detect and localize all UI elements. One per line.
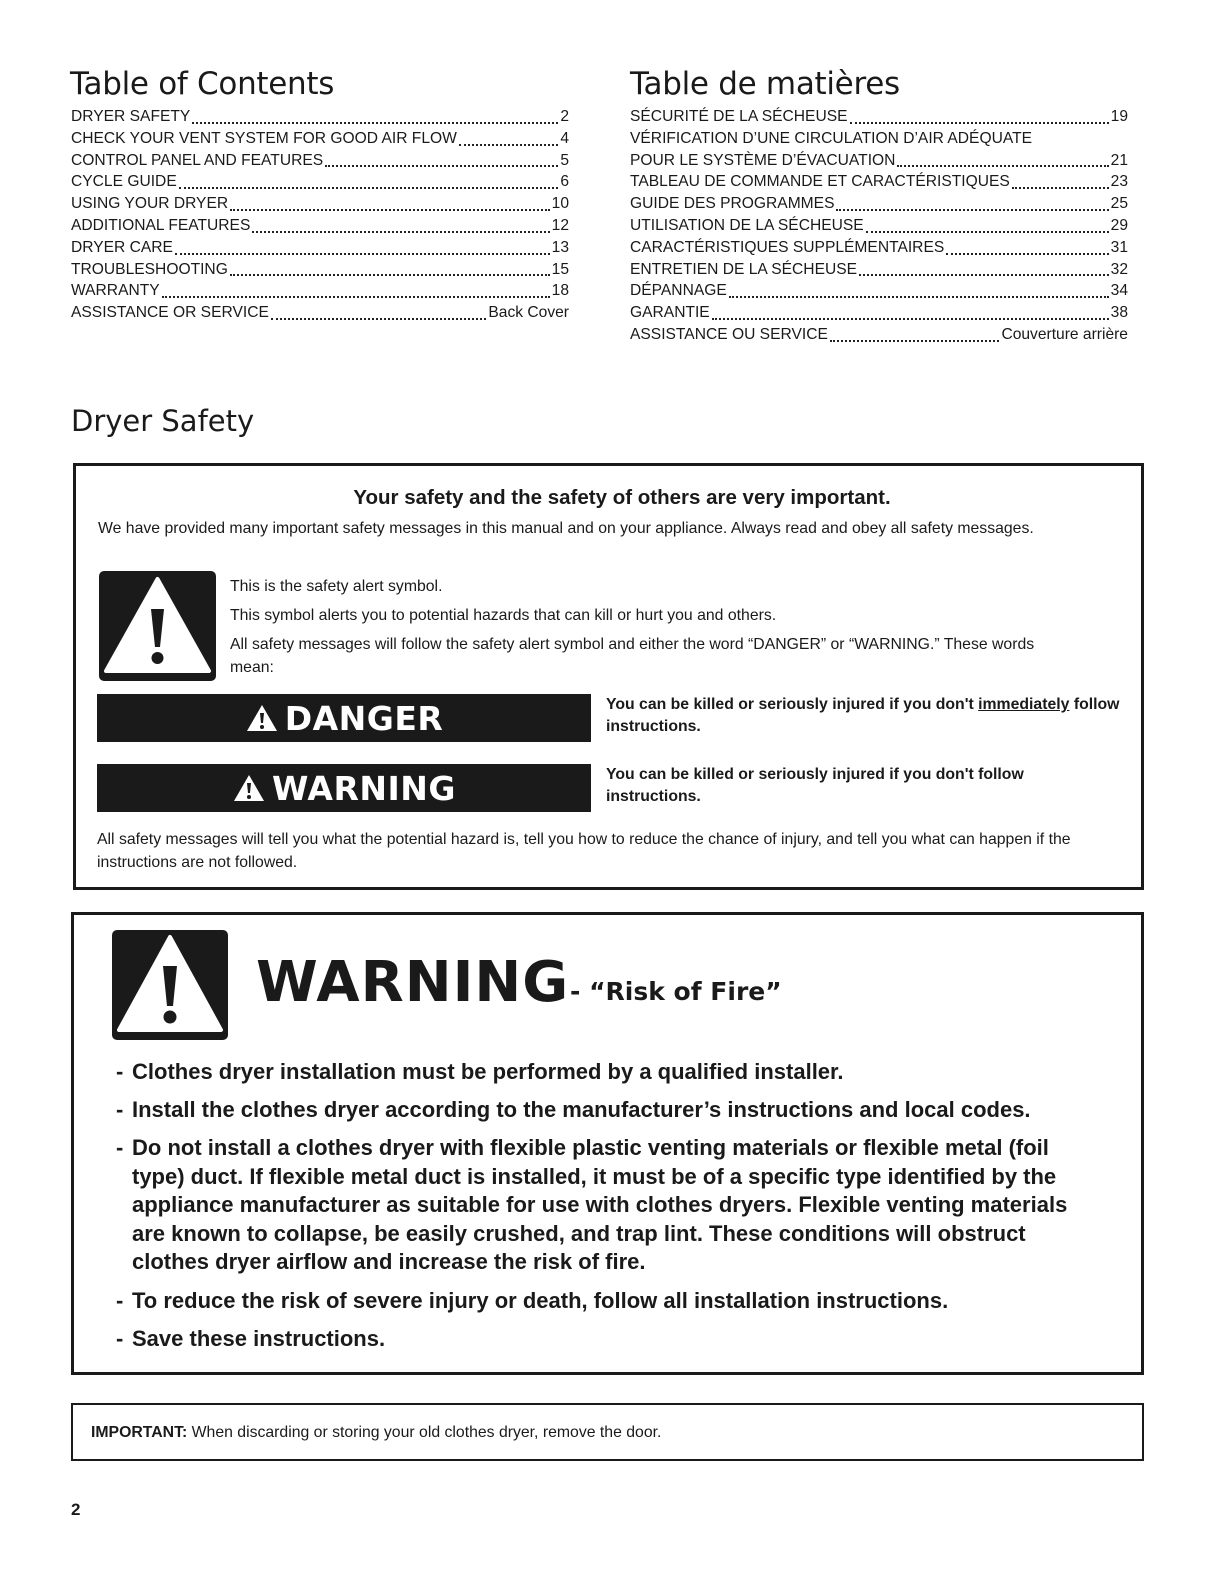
toc-entry[interactable]: ENTRETIEN DE LA SÉCHEUSE 32 bbox=[630, 260, 1128, 278]
toc-entry[interactable]: GARANTIE 38 bbox=[630, 304, 1128, 322]
toc-entry[interactable]: DRYER CARE 13 bbox=[71, 238, 569, 256]
warning-alert-icon bbox=[112, 930, 228, 1040]
toc-entry[interactable]: SÉCURITÉ DE LA SÉCHEUSE 19 bbox=[630, 108, 1128, 125]
safety-footer: All safety messages will tell you what the potential hazard is, tell you how to reduce the chance of injury, and tell you what can happen if the instructions are not followed. bbox=[97, 831, 1071, 871]
toc-entry-line1[interactable]: VÉRIFICATION D’UNE CIRCULATION D’AIR ADÉQUATE bbox=[630, 129, 1033, 147]
toc-entry[interactable]: GUIDE DES PROGRAMMES 25 bbox=[630, 195, 1128, 213]
toc-entry[interactable]: ASSISTANCE OR SERVICE Back Cover bbox=[71, 304, 569, 322]
symbol-line: This symbol alerts you to potential hazards that can kill or hurt you and others. bbox=[230, 607, 777, 624]
page-number: 2 bbox=[71, 1500, 81, 1519]
toc-entry[interactable]: WARRANTY 18 bbox=[71, 282, 569, 300]
toc-list-fr bbox=[630, 106, 1128, 346]
fire-warning-subtitle: - “Risk of Fire” bbox=[570, 977, 782, 1006]
fire-warning-item: - Save these instructions. bbox=[116, 1326, 386, 1351]
toc-entry[interactable]: TROUBLESHOOTING 15 bbox=[71, 260, 569, 278]
fire-warning-item: - Do not install a clothes dryer with flexible plastic venting materials or flexible metal (foil type) duct. If flexible metal duct is installed, it must be of a specific type identified by the appliance manufacturer as suitable for use with clothes dryers. Flexible venting materials are known to collapse, be easily crushed, and trap lint. These conditions will obstruct clothes dryer airflow and increase the risk of fire. bbox=[116, 1135, 1068, 1275]
toc-entry[interactable]: CONTROL PANEL AND FEATURES 5 bbox=[71, 151, 569, 169]
section-title: Dryer Safety bbox=[71, 404, 255, 438]
toc-entry[interactable]: USING YOUR DRYER 10 bbox=[71, 195, 569, 213]
fire-warning-box bbox=[71, 912, 1144, 1375]
toc-list-en bbox=[71, 106, 569, 324]
toc-entry[interactable]: CARACTÉRISTIQUES SUPPLÉMENTAIRES 31 bbox=[630, 238, 1128, 256]
warning-signal-bar bbox=[97, 764, 591, 812]
symbol-line: This is the safety alert symbol. bbox=[230, 578, 443, 595]
alert-triangle-icon bbox=[245, 703, 279, 733]
fire-warning-item: - Install the clothes dryer according to the manufacturer’s instructions and local codes. bbox=[116, 1097, 1031, 1122]
alert-triangle-icon bbox=[232, 773, 266, 803]
toc-entry[interactable]: CHECK YOUR VENT SYSTEM FOR GOOD AIR FLOW 4 bbox=[71, 129, 569, 147]
warning-text: You can be killed or seriously injured if you don't follow instructions. bbox=[606, 766, 1024, 805]
toc-entry[interactable]: DRYER SAFETY 2 bbox=[71, 108, 569, 125]
fire-warning-item: - To reduce the risk of severe injury or death, follow all installation instructions. bbox=[116, 1288, 949, 1313]
toc-entry[interactable]: TABLEAU DE COMMANDE ET CARACTÉRISTIQUES 23 bbox=[630, 173, 1128, 191]
safety-intro: We have provided many important safety messages in this manual and on your appliance. Always read and obey all safety messages. bbox=[98, 520, 1034, 537]
danger-signal-bar bbox=[97, 694, 591, 742]
toc-entry[interactable]: CYCLE GUIDE 6 bbox=[71, 173, 569, 191]
toc-title-fr: Table de matières bbox=[630, 66, 900, 102]
warning-label: WARNING bbox=[272, 768, 456, 808]
toc-title-en: Table of Contents bbox=[70, 66, 335, 102]
safety-alert-icon bbox=[99, 571, 216, 681]
danger-text: You can be killed or seriously injured if you don't immediately follow instructions. bbox=[606, 696, 1120, 735]
fire-warning-title: WARNING bbox=[256, 950, 570, 1015]
toc-entry[interactable]: POUR LE SYSTÈME D’ÉVACUATION 21 bbox=[630, 151, 1128, 169]
toc-entry[interactable]: UTILISATION DE LA SÉCHEUSE 29 bbox=[630, 216, 1128, 234]
symbol-line: All safety messages will follow the safety alert symbol and either the word “DANGER” or “WARNING.” These words mean: bbox=[230, 636, 1035, 676]
toc-entry[interactable]: DÉPANNAGE 34 bbox=[630, 282, 1128, 300]
safety-heading: Your safety and the safety of others are very important. bbox=[353, 486, 891, 509]
fire-warning-item: - Clothes dryer installation must be performed by a qualified installer. bbox=[116, 1059, 844, 1084]
danger-label: DANGER bbox=[284, 698, 444, 738]
toc-entry[interactable]: ADDITIONAL FEATURES 12 bbox=[71, 216, 569, 234]
safety-box bbox=[73, 463, 1144, 890]
important-box bbox=[71, 1403, 1144, 1461]
toc-entry[interactable]: ASSISTANCE OU SERVICE Couverture arrière bbox=[630, 325, 1128, 343]
important-note: IMPORTANT: When discarding or storing your old clothes dryer, remove the door. bbox=[91, 1424, 662, 1441]
